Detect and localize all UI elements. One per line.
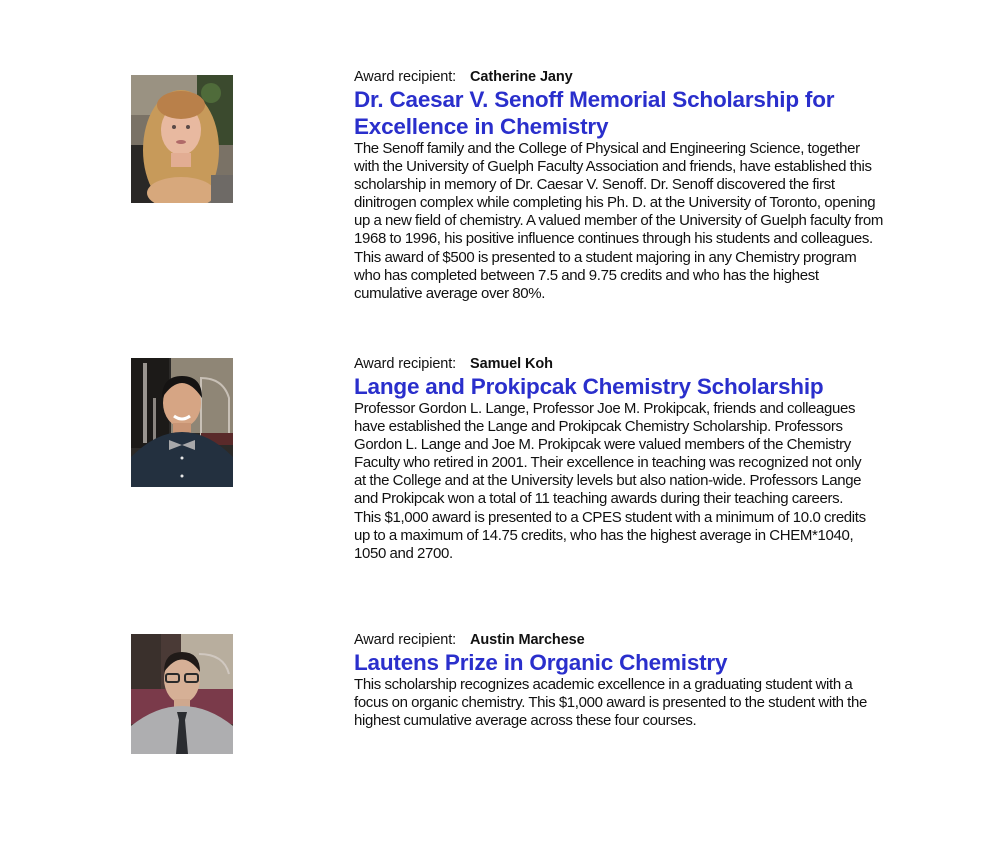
award-description (354, 400, 964, 563)
award-title-line: Excellence in Chemistry (354, 114, 609, 139)
recipient-name: Samuel Koh (470, 356, 553, 372)
description-line: dinitrogen complex while completing his Ph. D. at the University of Toronto, opening (354, 194, 876, 212)
description-line: This award of $500 is presented to a student majoring in any Chemistry program (354, 248, 857, 266)
description-line: at the College and at the University levels but also nation-wide. Professors Lange (354, 472, 862, 490)
description-line: focus on organic chemistry. This $1,000 award is presented to the student with the (354, 694, 867, 712)
award-description (354, 140, 964, 303)
award-recipient (354, 69, 964, 86)
award-title (354, 373, 964, 400)
description-line: This $1,000 award is presented to a CPES student with a minimum of 10.0 credits (354, 508, 866, 526)
award-title-line: Lautens Prize in Organic Chemistry (354, 650, 728, 675)
award-description (354, 676, 964, 730)
award-content (354, 632, 964, 730)
description-line: with the University of Guelph Faculty Association and friends, have established this (354, 158, 872, 176)
portrait-photo-austin-marchese (131, 634, 233, 754)
description-line: Faculty who retired in 2001. Their excellence in teaching was recognized not only (354, 454, 862, 472)
description-line: Gordon L. Lange and Joe M. Prokipcak were valued members of the Chemistry (354, 436, 851, 454)
description-line: highest cumulative average across these four courses. (354, 712, 697, 730)
award-title (354, 86, 964, 140)
recipient-photo (131, 75, 233, 203)
award-content (354, 356, 964, 563)
description-line: Professor Gordon L. Lange, Professor Joe M. Prokipcak, friends and colleagues (354, 400, 856, 417)
recipient-label: Award recipient: (354, 632, 457, 648)
award-title-line: Lange and Prokipcak Chemistry Scholarship (354, 374, 824, 399)
description-line: up a new field of chemistry. A valued member of the University of Guelph faculty from (354, 212, 884, 230)
recipient-photo (131, 358, 233, 487)
recipient-label: Award recipient: (354, 356, 457, 372)
description-line: up to a maximum of 14.75 credits, who has the highest average in CHEM*1040, (354, 526, 854, 544)
portrait-photo-samuel-koh (131, 358, 233, 487)
portrait-photo-catherine-jany (131, 75, 233, 203)
recipient-name: Austin Marchese (470, 632, 585, 648)
description-line: scholarship in memory of Dr. Caesar V. Senoff. Dr. Senoff discovered the first (354, 176, 835, 194)
award-recipient (354, 356, 964, 373)
description-line: The Senoff family and the College of Physical and Engineering Science, together (354, 140, 860, 157)
description-line: and Prokipcak won a total of 11 teaching awards during their teaching careers. (354, 490, 844, 508)
award-title (354, 649, 964, 676)
award-content (354, 69, 964, 303)
recipient-name: Catherine Jany (470, 69, 573, 85)
description-line: 1050 and 2700. (354, 544, 453, 562)
description-line: cumulative average over 80%. (354, 284, 546, 302)
award-title-line: Dr. Caesar V. Senoff Memorial Scholarship for (354, 87, 835, 112)
description-line: This scholarship recognizes academic excellence in a graduating student with a (354, 676, 853, 693)
description-line: who has completed between 7.5 and 9.75 credits and who has the highest (354, 266, 819, 284)
description-line: have established the Lange and Prokipcak Chemistry Scholarship. Professors (354, 418, 843, 436)
recipient-label: Award recipient: (354, 69, 457, 85)
description-line: 1968 to 1996, his positive influence continues through his students and colleagues. (354, 230, 873, 248)
recipient-photo (131, 634, 233, 754)
award-recipient (354, 632, 964, 649)
